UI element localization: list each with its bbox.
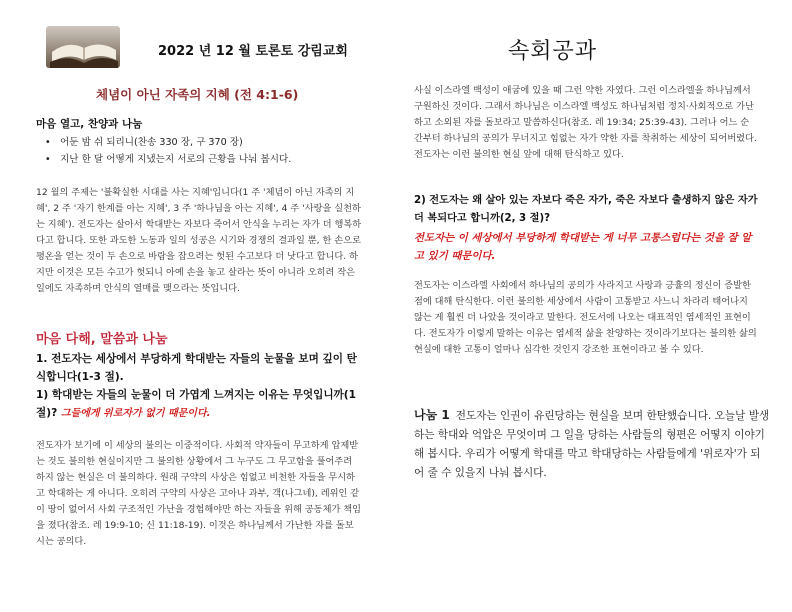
open-bible-image [46,26,120,68]
share-text: 전도자는 인권이 유린당하는 현실을 보며 한탄했습니다. 오늘날 발생하는 학대와 억압은 무엇이며 그 일을 당하는 사람들의 형편은 어떻지 이야기해 봅시다. 우리가 어떻게 학대를 막고 학대당하는 사람들에게 '위로자'가 되어 줄 수 있을지 나눠 봅시다. [414,410,770,479]
question-2-answer: 전도자는 이 세상에서 부당하게 학대받는 게 너무 고통스럽다는 것을 잘 알고 있기 때문이다. [414,232,752,262]
church-header-title: 2022 년 12 월 토론토 강림교회 [158,44,348,59]
right-paragraph-2: 전도자는 이스라엘 사회에서 하나님의 공의가 사라지고 사랑과 긍휼의 정신이 증발한 점에 대해 탄식한다. 이런 불의한 세상에서 사람이 고통받고 사느니 차라리 태어나지 않는 게 훨씬 더 나았을 것이라고 말한다. 전도서에 나오는 대표적인 염세적인 표현이다. 전도자가 이렇게 말하는 이유는 염세적 삶을 찬양하는 것이라기보다는 불의한 삶의 현실에 대한 고통이 얼마나 심각한 것인지 강조한 표현이라고 볼 수 있다. [414,280,757,355]
question-1-sub-text: 1) 학대받는 자들의 눈물이 더 가엽게 느껴지는 이유는 무엇입니까(1 절)? [36,389,357,419]
question-1-sub [36,386,366,423]
lesson-title: 체념이 아닌 자족의 지혜 (전 4:1-6) [96,87,299,102]
question-1-block [36,350,366,423]
bullet-item: • 지난 한 달 어떻게 지냈는지 서로의 근황을 나눠 봅시다. [36,151,366,168]
share-label: 나눔 1 [414,408,450,422]
intro-paragraph: 12 월의 주제는 '불확실한 시대를 사는 지혜'입니다(1 주 '체념이 아닌 자족의 지혜', 2 주 '자기 한계를 아는 지혜', 3 주 '하나님을 아는 지혜', 4 주 '사랑을 실천하는 지혜'). 전도자는 살아서 학대받는 자보다 죽어서 안식을 누리는 자가 더 행복하다고 합니다. 또한 과도한 노동과 일의 성공은 시기와 경쟁의 결과일 뿐, 한 손으로 평온을 얻는 것이 두 손으로 바람을 잡으려는 헛된 수고보다 더 낫다고 합니다. 하지만 이것은 모든 수고가 헛되니 아예 손을 놓고 살라는 뜻이 아니라 오히려 작은 일에도 자족하며 안식의 열매를 맺으라는 뜻입니다. [36,187,362,294]
question-1-main: 1. 전도자는 세상에서 부당하게 학대받는 자들의 눈물을 보며 깊이 탄식합니다(1-3 절). [36,353,357,383]
section-heading: 마음 다해, 말씀과 나눔 [36,332,168,347]
lesson-book-title: 속회공과 [508,39,598,64]
right-paragraph-1: 사실 이스라엘 백성이 애굽에 있을 때 그런 약한 자였다. 그런 이스라엘을 하나님께서 구원하신 것이다. 그래서 하나님은 이스라엘 백성도 하나님처럼 정치·사회적으로 가난하고 소외된 자를 돌보라고 말씀하신다(참조. 레 19:34; 25:39-43). 그러나 어느 순간부터 하나님의 공의가 무너지고 힘없는 자가 약한 자를 착취하는 세상이 되어버렸다. 전도자는 이런 불의한 현실 앞에 대해 탄식하고 있다. [414,85,757,160]
question-2: 2) 전도자는 왜 살아 있는 자보다 죽은 자가, 죽은 자보다 출생하지 않은 자가 더 복되다고 합니까(2, 3 절)? [414,195,758,224]
question-1-answer: 그들에게 위로자가 없기 때문이다. [60,408,211,419]
opening-bullet-list [36,134,366,168]
left-body-paragraph: 전도자가 보기에 이 세상의 불의는 이중적이다. 사회적 약자들이 무고하게 압제받는 것도 불의한 현실이지만 그 불의한 상황에서 그 누구도 그 무고함을 풀어주려 하지 않는 현실은 더 불의하다. 원래 구약의 사상은 힘없고 비천한 자들을 무시하고 학대하는 게 아니다. 오히려 구약의 사상은 고아나 과부, 객(나그네), 레위인 같이 땅이 없어서 사회 구조적인 가난을 경험해야만 하는 자들을 위해 공동체가 책임을 졌다(참조. 레 19:9-10; 신 11:18-19). 이것은 하나님께서 가난한 자를 돌보시는 공의다. [36,440,362,547]
bullet-item: • 어둔 밤 쉬 되리니(찬송 330 장, 구 370 장) [36,134,366,151]
open-heading: 마음 열고, 찬양과 나눔 [36,118,143,130]
share-block [414,406,770,483]
